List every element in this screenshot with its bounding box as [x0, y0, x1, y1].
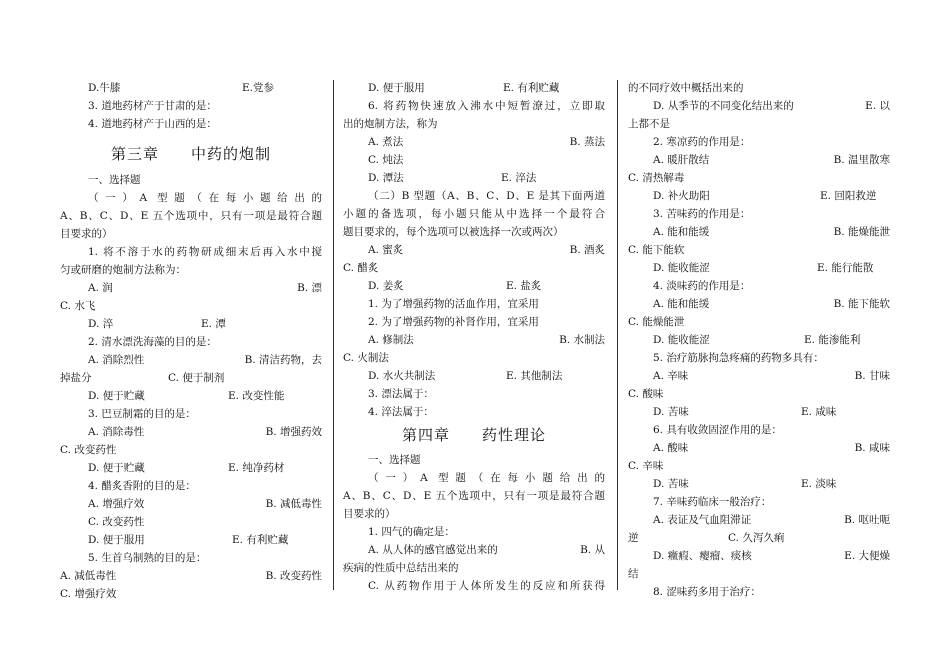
question-line: 3. 道地药材产于甘肃的是：	[88, 100, 217, 112]
option-line: C. 清热解毒	[628, 172, 685, 184]
option-line: A. 增强疗效 B. 减低毒性	[88, 498, 322, 510]
option-line: A. 能和能缓 B. 能燥能泄	[653, 226, 890, 238]
question-line: 3. 漂法属于：	[368, 388, 434, 400]
option-line: D. 能收能涩 E. 能行能散	[653, 262, 874, 274]
body-line: A、B、C、D、E 五个选项中，只有一项是最符合题	[343, 490, 605, 502]
question-line: 4. 淬法属于：	[368, 406, 434, 418]
question-line: 2. 清水漂洗海藻的目的是：	[88, 336, 217, 348]
question-line: 2. 为了增强药物的补肾作用，宜采用	[368, 316, 539, 328]
option-line: C. 炖法	[368, 154, 404, 166]
option-line: A. 蜜炙 B. 酒炙	[368, 244, 605, 256]
option-line: D. 癥瘕、瘿瘤、痰核 E. 大便燥	[653, 550, 890, 562]
question-line: 8. 涩味药多用于治疗：	[653, 586, 761, 598]
option-line: C. 增强疗效	[60, 588, 117, 600]
option-line: D. 便于服用 E. 有利贮藏	[88, 534, 289, 546]
question-line: 6. 具有收敛固涩作用的是：	[653, 424, 782, 436]
option-line: A. 能和能缓 B. 能下能软	[653, 298, 890, 310]
column-divider-2	[617, 80, 618, 590]
option-line: C. 改变药性	[60, 444, 117, 456]
option-line: D. 淬 E. 潭	[88, 318, 226, 330]
option-line: D. 苦味 E. 淡味	[653, 478, 837, 490]
question-line: 4. 道地药材产于山西的是：	[88, 118, 217, 130]
question-line: 匀或研磨的炮制方法称为：	[60, 264, 186, 276]
option-line: D. 便于贮藏 E. 改变性能	[88, 390, 285, 402]
option-line: D. 水火共制法 E. 其他制法	[368, 370, 563, 382]
question-line: 3. 苦味药的作用是：	[653, 208, 751, 220]
option-line: C. 改变药性	[88, 516, 145, 528]
option-line: D.牛膝 E.党参	[88, 82, 275, 94]
question-line: 1. 将不溶于水的药物研成细末后再入水中搅	[88, 246, 322, 258]
option-line: C. 水飞	[60, 300, 96, 312]
type-heading: （一）A 型题（在每小题给出的	[88, 192, 322, 204]
body-line: 题目要求的，每个选项可以被选择一次或两次）	[343, 226, 564, 238]
option-line: A. 从人体的感官感觉出来的 B. 从	[368, 544, 605, 556]
option-line: D. 苦味 E. 咸味	[653, 406, 837, 418]
option-line: A. 暖肝散结 B. 温里散寒	[653, 154, 890, 166]
question-line: 1. 四气的确定是：	[368, 526, 455, 538]
option-line: D. 便于贮藏 E. 纯净药材	[88, 462, 285, 474]
question-line: 出的炮制方法，称为	[343, 118, 438, 130]
option-line: 疾病的性质中总结出来的	[343, 562, 459, 574]
option-line: A. 修制法 B. 水制法	[368, 334, 605, 346]
option-line: A. 煮法 B. 蒸法	[368, 136, 605, 148]
option-line: 逆 C. 久泻久痢	[628, 532, 785, 544]
question-line: 3. 巴豆制霜的目的是：	[88, 408, 196, 420]
chapter-title: 第四章 药性理论	[401, 426, 546, 444]
option-line: C. 能下能软	[628, 244, 685, 256]
option-line: A. 消除烈性 B. 清洁药物，去	[88, 354, 322, 366]
option-line: A. 辛味 B. 甘味	[653, 370, 890, 382]
question-line: 7. 辛味药临床一般治疗：	[653, 496, 772, 508]
option-line: C. 能燥能泄	[628, 316, 685, 328]
section-heading: 一、选择题	[368, 454, 421, 466]
option-line: 掉盐分 C. 便于制剂	[60, 372, 225, 384]
option-line: A. 酸味 B. 咸味	[653, 442, 890, 454]
body-line: A、B、C、D、E 五个选项中，只有一项是最符合题	[60, 210, 322, 222]
option-line: A. 减低毒性 B. 改变药性	[60, 570, 322, 582]
question-line: 5. 生首乌制熟的目的是：	[88, 552, 207, 564]
body-line: 小题的备选项，每小题只能从中选择一个最符合	[343, 208, 605, 220]
option-line: C. 辛味	[628, 460, 664, 472]
chapter-title: 第三章 中药的炮制	[110, 145, 271, 163]
question-line: 4. 醋炙香附的目的是：	[88, 480, 196, 492]
option-line: C. 醋炙	[343, 262, 379, 274]
option-line: 的不同疗效中概括出来的	[628, 82, 744, 94]
option-line: A. 消除毒性 B. 增强药效	[88, 426, 322, 438]
option-line: 结	[628, 568, 639, 580]
type-heading: （二）B 型题（A、B、C、D、E 是其下面两道	[368, 190, 605, 202]
question-line: 1. 为了增强药物的活血作用，宜采用	[368, 298, 539, 310]
option-line: D. 从季节的不同变化结出来的 E. 以	[653, 100, 890, 112]
option-line: D. 便于服用 E. 有利贮藏	[368, 82, 560, 94]
question-line: 2. 寒凉药的作用是：	[653, 136, 751, 148]
type-heading: （一）A 型题（在每小题给出的	[368, 472, 605, 484]
option-line: D. 姜炙 E. 盐炙	[368, 280, 542, 292]
question-line: 5. 治疗筋脉拘急疼痛的药物多具有：	[653, 352, 824, 364]
option-line: A. 表证及气血阻滞证 B. 呕吐呃	[653, 514, 890, 526]
option-line: C. 从药物作用于人体所发生的反应和所获得	[368, 580, 605, 592]
option-line: A. 润 B. 漂	[88, 282, 322, 294]
body-line: 目要求的）	[343, 508, 396, 520]
question-line: 6. 将药物快速放入沸水中短暂潦过，立即取	[368, 100, 605, 112]
option-line: D. 潭法 E. 淬法	[368, 172, 537, 184]
section-heading: 一、选择题	[88, 174, 141, 186]
option-line: D. 能收能涩 E. 能渗能利	[653, 334, 861, 346]
option-line: C. 酸味	[628, 388, 664, 400]
option-line: D. 补火助阳 E. 回阳救逆	[653, 190, 877, 202]
option-line: C. 火制法	[343, 352, 389, 364]
option-line: 上都不是	[628, 118, 670, 130]
body-line: 目要求的）	[60, 228, 113, 240]
column-divider-1	[333, 80, 334, 590]
question-line: 4. 淡味药的作用是：	[653, 280, 751, 292]
